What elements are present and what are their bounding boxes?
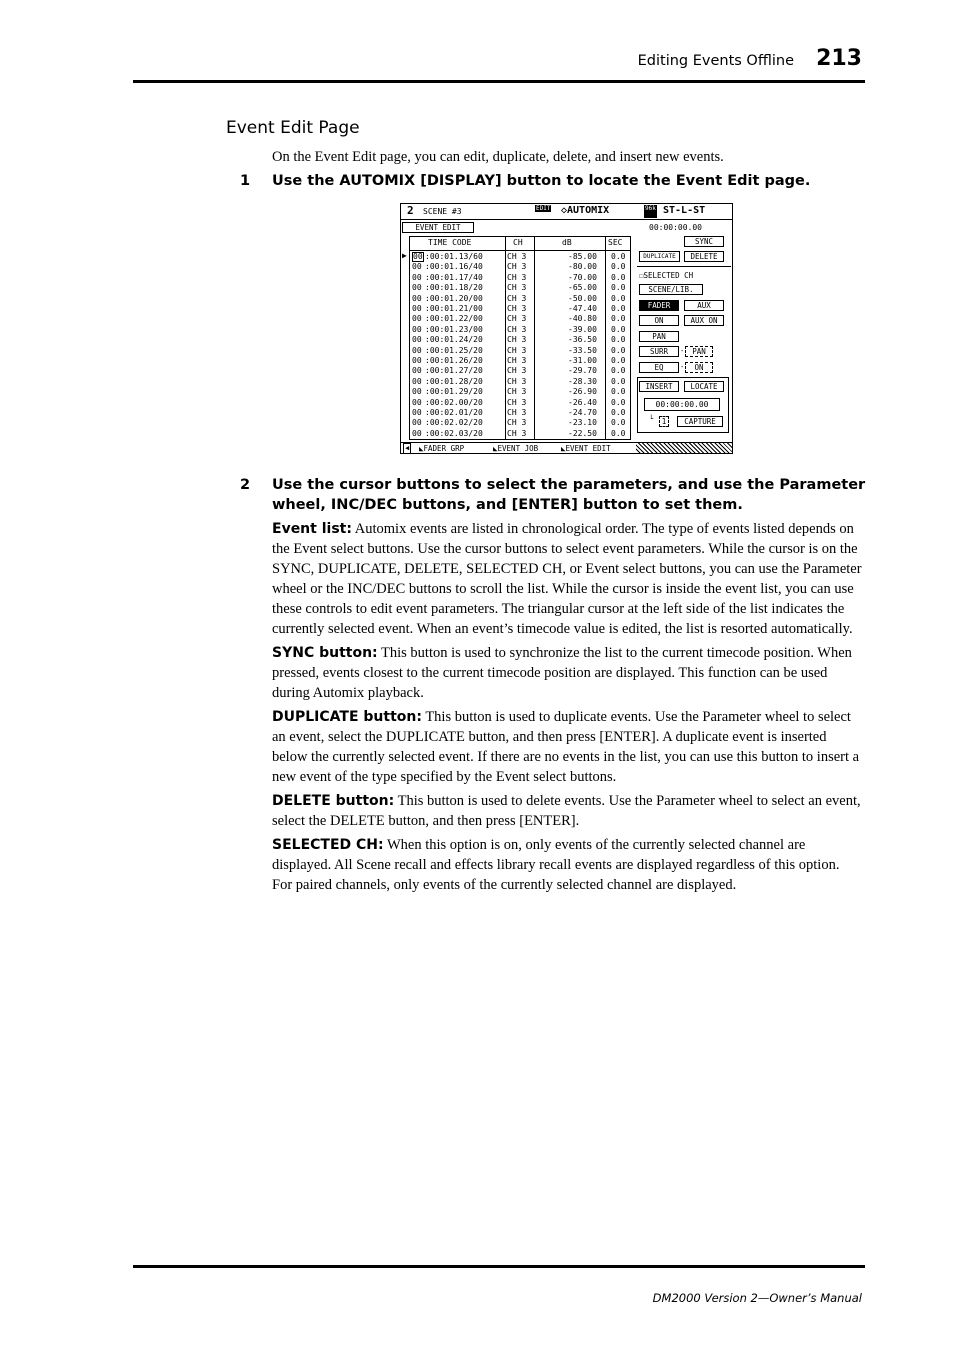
event-hours[interactable]: 00: [412, 428, 422, 438]
page-tabs: [401, 442, 732, 454]
event-db[interactable]: -23.10: [568, 418, 597, 428]
event-hours[interactable]: 00: [412, 293, 422, 303]
channel-name: ST-L-ST: [663, 205, 706, 216]
event-sec[interactable]: 0.0: [611, 272, 626, 282]
step-1: [240, 171, 870, 191]
event-sec[interactable]: 0.0: [611, 324, 626, 334]
event-hours[interactable]: 00: [412, 418, 422, 428]
event-channel[interactable]: CH 3: [507, 293, 527, 303]
surr-on-button[interactable]: ON: [685, 362, 713, 373]
event-sec[interactable]: 0.0: [611, 356, 626, 365]
event-sec[interactable]: 0.0: [611, 335, 626, 345]
aux-button[interactable]: AUX: [684, 300, 724, 311]
event-hours[interactable]: 00: [412, 335, 422, 345]
event-channel[interactable]: CH 3: [507, 428, 527, 438]
sync-button[interactable]: SYNC: [684, 236, 724, 247]
tab-event-edit-label-bottom: EVENT EDIT: [565, 444, 611, 453]
tab-event-job-label: EVENT JOB: [497, 444, 539, 453]
event-db[interactable]: -26.90: [568, 387, 597, 397]
pan-button[interactable]: PAN: [639, 331, 679, 342]
event-channel[interactable]: CH 3: [507, 366, 527, 376]
event-channel[interactable]: CH 3: [507, 397, 527, 407]
page-number: 213: [816, 46, 862, 71]
event-timecode[interactable]: :00:01.28/20: [425, 376, 483, 386]
desc-text: This button is used to synchronize the list to the current timecode position. When pressed, events closest to the current timecode position are displayed. This function can be used during Automix playback.: [272, 645, 852, 701]
event-sec[interactable]: 0.0: [611, 283, 626, 293]
event-channel[interactable]: CH 3: [507, 335, 527, 345]
scene-label: SCENE #3: [423, 207, 462, 216]
desc-text: When this option is on, only events of the currently selected channel are displayed. All Scene recall and effects library recall events are displayed regardless of this option. For paired channels, only events of the currently selected channel are displayed.: [272, 837, 840, 893]
event-timecode[interactable]: :00:01.18/20: [425, 283, 483, 293]
event-channel[interactable]: CH 3: [507, 387, 527, 397]
tab-fader-grp[interactable]: ◣FADER GRP: [419, 444, 465, 453]
desc-term: DELETE button:: [272, 793, 395, 809]
event-db[interactable]: -50.00: [568, 293, 597, 303]
desc-delete: [272, 791, 862, 831]
delete-button[interactable]: DELETE: [684, 251, 724, 262]
surr-pan-button[interactable]: PAN: [685, 346, 713, 357]
event-list[interactable]: [409, 236, 631, 440]
event-db[interactable]: -70.00: [568, 272, 597, 282]
desc-term: DUPLICATE button:: [272, 709, 422, 725]
event-timecode[interactable]: :00:02.01/20: [425, 408, 483, 417]
event-timecode[interactable]: :00:02.03/20: [425, 428, 483, 438]
section-heading: Event Edit Page: [226, 118, 360, 138]
event-timecode[interactable]: :00:02.02/20: [425, 418, 483, 428]
event-hours[interactable]: 00: [412, 314, 422, 324]
col-ch: CH: [513, 238, 523, 247]
event-db[interactable]: -40.80: [568, 314, 597, 324]
event-sec[interactable]: 0.0: [611, 397, 626, 407]
panel-divider: [637, 266, 731, 267]
event-channel[interactable]: CH 3: [507, 408, 527, 417]
step-2-text: Use the cursor buttons to select the parameters, and use the Parameter wheel, INC/DEC buttons, and [ENTER] button to set them.: [272, 477, 866, 513]
event-sec[interactable]: 0.0: [611, 314, 626, 324]
col-time-code: TIME CODE: [428, 238, 472, 247]
scene-number: 2: [407, 204, 414, 217]
edit-badge: EDIT: [536, 205, 551, 212]
event-sec[interactable]: 0.0: [611, 387, 626, 397]
event-hours[interactable]: 00: [412, 397, 422, 407]
event-timecode[interactable]: :00:01.22/00: [425, 314, 483, 324]
top-rule: [133, 80, 865, 83]
event-sec[interactable]: 0.0: [611, 252, 626, 261]
step-2: [240, 475, 870, 515]
event-db[interactable]: -85.00: [568, 252, 597, 261]
event-channel[interactable]: CH 3: [507, 304, 527, 313]
selected-ch-label: SELECTED CH: [643, 271, 694, 280]
locate-timecode-field[interactable]: 00:00:00.00: [644, 398, 720, 411]
event-db[interactable]: -36.50: [568, 335, 597, 345]
event-channel[interactable]: CH 3: [507, 283, 527, 293]
event-hours[interactable]: 00: [412, 272, 422, 282]
desc-term: SELECTED CH:: [272, 837, 384, 853]
event-hours[interactable]: 00: [412, 262, 422, 272]
event-hours[interactable]: 00: [412, 356, 422, 365]
selected-ch-checkbox[interactable]: ☐SELECTED CH: [639, 271, 694, 280]
event-sec[interactable]: 0.0: [611, 262, 626, 272]
event-db[interactable]: -80.00: [568, 262, 597, 272]
event-hours[interactable]: 00: [412, 408, 422, 417]
intro-paragraph: On the Event Edit page, you can edit, duplicate, delete, and insert new events.: [272, 149, 724, 165]
event-channel[interactable]: CH 3: [507, 262, 527, 272]
event-db[interactable]: -33.50: [568, 345, 597, 355]
event-channel[interactable]: CH 3: [507, 324, 527, 334]
col-divider-3: [605, 237, 606, 439]
step-2-number: 2: [240, 477, 251, 493]
event-timecode[interactable]: :00:01.20/00: [425, 293, 483, 303]
step-1-text: Use the AUTOMIX [DISPLAY] button to locate the Event Edit page.: [272, 173, 811, 189]
current-timecode: 00:00:00.00: [649, 223, 702, 232]
header-section-title: Editing Events Offline: [637, 53, 794, 69]
desc-duplicate: [272, 707, 862, 787]
col-db: dB: [562, 238, 572, 247]
desc-event-list: [272, 519, 862, 639]
event-timecode[interactable]: :00:01.21/00: [425, 304, 483, 313]
sample-rate-badge: 96k: [644, 205, 657, 218]
desc-text: This button is used to duplicate events. Use the Parameter wheel to select an event, select the DUPLICATE button, and then press [ENTER]. A duplicate event is inserted below the currently selected event. If there are no events in the list, you can use this button to insert a new event of the type specified by the Event select buttons.: [272, 709, 860, 785]
event-timecode[interactable]: :00:01.27/20: [425, 366, 483, 376]
eq-button[interactable]: EQ: [639, 362, 679, 373]
event-timecode[interactable]: :00:01.13/60: [425, 252, 483, 261]
event-channel[interactable]: CH 3: [507, 314, 527, 324]
surr-button[interactable]: SURR: [639, 346, 679, 357]
event-hours[interactable]: 00: [412, 376, 422, 386]
event-timecode[interactable]: :00:01.24/20: [425, 335, 483, 345]
event-timecode[interactable]: :00:01.16/40: [425, 262, 483, 272]
event-channel[interactable]: CH 3: [507, 252, 527, 261]
col-divider-1: [505, 237, 506, 439]
bottom-rule: [133, 1265, 865, 1268]
event-timecode[interactable]: :00:01.26/20: [425, 356, 483, 365]
tab-event-edit-label: EVENT EDIT: [402, 222, 474, 233]
insert-button[interactable]: INSERT: [639, 381, 679, 392]
scene-lib-button[interactable]: SCENE/LIB.: [639, 284, 703, 295]
lcd-title-bar: [401, 204, 732, 220]
desc-text: This button is used to delete events. Use the Parameter wheel to select an event, select the DELETE button, and then press [ENTER].: [272, 793, 861, 829]
event-hours[interactable]: 00: [413, 252, 423, 261]
event-timecode[interactable]: :00:01.23/00: [425, 324, 483, 334]
event-channel[interactable]: CH 3: [507, 345, 527, 355]
event-channel[interactable]: CH 3: [507, 418, 527, 428]
event-db[interactable]: -31.00: [568, 356, 597, 365]
selected-event-cursor-icon: ▶: [402, 251, 407, 260]
event-db[interactable]: -28.30: [568, 376, 597, 386]
tabs-hatch-fill: [636, 443, 732, 454]
scroll-left-icon[interactable]: ◀: [405, 444, 410, 452]
on-button[interactable]: ON: [639, 315, 679, 326]
event-timecode[interactable]: :00:01.29/20: [425, 387, 483, 397]
event-sec[interactable]: 0.0: [611, 418, 626, 428]
tab-fader-grp-label: FADER GRP: [423, 444, 465, 453]
event-db[interactable]: -39.00: [568, 324, 597, 334]
capture-button[interactable]: CAPTURE: [677, 416, 723, 427]
event-db[interactable]: -22.50: [568, 428, 597, 438]
event-sec[interactable]: 0.0: [611, 366, 626, 376]
tab-event-edit[interactable]: ◣EVENT EDIT: [561, 444, 611, 453]
desc-selected-ch: [272, 835, 862, 895]
step-1-number: 1: [240, 173, 251, 189]
event-sec[interactable]: 0.0: [611, 408, 626, 417]
desc-text: Automix events are listed in chronological order. The type of events listed depends on the Event select buttons. Use the cursor buttons to select event parameters. While the cursor is on the SYNC, DUPLICATE, DELETE, SELECTED CH, or Event select buttons, you can use the Parameter wheel or the INC/DEC buttons to scroll the list. While the cursor is inside the event list, you can use these controls to edit event parameters. The triangular cursor at the left side of the list indicates the currently selected event. When an event’s timecode value is edited, the list is resorted automatically.: [272, 521, 862, 637]
capture-memory-number[interactable]: 1: [659, 416, 669, 427]
event-sec[interactable]: 0.0: [611, 376, 626, 386]
eq-link-icon: -: [680, 363, 685, 371]
automix-title: ◇AUTOMIX: [561, 205, 610, 216]
event-db[interactable]: -24.70: [568, 408, 597, 417]
surr-link-icon: -: [680, 347, 685, 355]
descriptions: [272, 519, 862, 899]
event-db[interactable]: -29.70: [568, 366, 597, 376]
event-hours[interactable]: 00: [412, 304, 422, 313]
footer-title: DM2000 Version 2—Owner’s Manual: [652, 1291, 862, 1305]
event-timecode[interactable]: :00:01.25/20: [425, 345, 483, 355]
event-timecode[interactable]: :00:01.17/40: [425, 272, 483, 282]
event-db[interactable]: -26.40: [568, 397, 597, 407]
tab-event-job[interactable]: ◣EVENT JOB: [493, 444, 539, 453]
event-hours[interactable]: 00: [412, 324, 422, 334]
event-timecode[interactable]: :00:02.00/20: [425, 397, 483, 407]
desc-term: Event list:: [272, 521, 352, 537]
event-hours[interactable]: 00: [412, 345, 422, 355]
desc-sync: [272, 643, 862, 703]
aux-on-button[interactable]: AUX ON: [684, 315, 724, 326]
event-hours[interactable]: 00: [412, 283, 422, 293]
event-hours[interactable]: 00: [412, 366, 422, 376]
event-sec[interactable]: 0.0: [611, 345, 626, 355]
event-sec[interactable]: 0.0: [611, 293, 626, 303]
event-db[interactable]: -65.00: [568, 283, 597, 293]
header-divider: [410, 250, 630, 251]
col-sec: SEC: [608, 238, 623, 247]
lcd-screenshot: [400, 203, 733, 454]
event-sec[interactable]: 0.0: [611, 428, 626, 438]
event-channel[interactable]: CH 3: [507, 376, 527, 386]
capture-memory-bracket: └: [649, 415, 654, 423]
duplicate-button[interactable]: DUPLICATE: [639, 251, 680, 262]
fader-button[interactable]: FADER: [639, 300, 679, 311]
event-sec[interactable]: 0.0: [611, 304, 626, 313]
col-divider-2: [534, 237, 535, 439]
event-channel[interactable]: CH 3: [507, 356, 527, 365]
locate-button[interactable]: LOCATE: [684, 381, 724, 392]
event-hours[interactable]: 00: [412, 387, 422, 397]
desc-term: SYNC button:: [272, 645, 378, 661]
event-db[interactable]: -47.40: [568, 304, 597, 313]
event-channel[interactable]: CH 3: [507, 272, 527, 282]
